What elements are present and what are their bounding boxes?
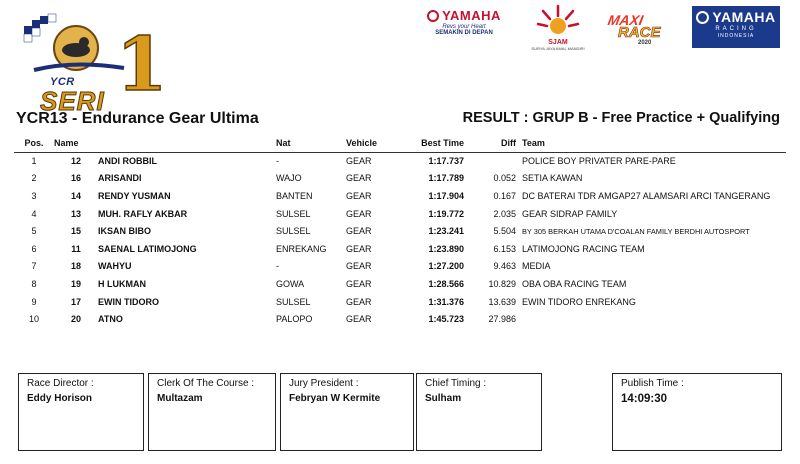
- chief-timing-label: Chief Timing :: [425, 378, 487, 389]
- col-header-pos: Pos.: [14, 135, 54, 152]
- row-diff: [464, 152, 522, 170]
- seri-number: 1: [116, 22, 168, 108]
- row-rider-name: ANDI ROBBIL: [98, 156, 157, 167]
- row-rider-name: EWIN TIDORO: [98, 296, 159, 307]
- row-diff: 6.153: [493, 243, 516, 254]
- race-director-label: Race Director :: [27, 378, 94, 389]
- row-team: SETIA KAWAN: [522, 173, 583, 184]
- row-number: 15: [70, 226, 81, 237]
- row-vehicle: GEAR: [346, 243, 372, 254]
- yamaha-racing-wordmark: YAMAHA: [712, 9, 776, 25]
- seri-label: SERI: [40, 86, 105, 116]
- row-number: 17: [70, 296, 81, 307]
- race-director-box: [18, 373, 144, 451]
- country-label: INDONESIA: [717, 33, 755, 39]
- row-nat: -: [276, 156, 279, 167]
- row-pos: 3: [31, 190, 37, 201]
- row-diff: 9.463: [493, 261, 516, 272]
- row-team: POLICE BOY PRIVATER PARE-PARE: [522, 156, 676, 167]
- row-nat: SULSEL: [276, 296, 311, 307]
- chief-timing-box: [416, 373, 542, 451]
- row-pos: 10: [28, 314, 39, 325]
- row-pos: 7: [31, 261, 37, 272]
- table-row: [14, 187, 786, 205]
- row-team: EWIN TIDORO ENREKANG: [522, 296, 636, 307]
- col-header-name-spacer: [98, 135, 276, 152]
- ycr-series-logo: [14, 6, 168, 116]
- row-pos: 6: [31, 243, 37, 254]
- row-vehicle: GEAR: [346, 173, 372, 184]
- table-row: [14, 293, 786, 311]
- row-nat: SULSEL: [276, 226, 311, 237]
- publish-time-value: 14:09:30: [621, 393, 668, 405]
- table-row: [14, 258, 786, 276]
- row-number: 18: [70, 261, 81, 272]
- row-number: 11: [71, 243, 81, 254]
- row-best-time: 1:27.200: [428, 261, 464, 272]
- clerk-of-course-box: [148, 373, 276, 451]
- yamaha-tuning-fork-icon: [696, 11, 709, 24]
- row-number: 16: [70, 173, 81, 184]
- row-rider-name: RENDY YUSMAN: [98, 190, 171, 201]
- row-diff: 0.167: [493, 190, 516, 201]
- row-best-time: 1:23.241: [428, 226, 464, 237]
- row-number: 14: [70, 190, 81, 201]
- table-row: [14, 310, 786, 328]
- row-vehicle: GEAR: [346, 208, 372, 219]
- sjam-subline: SURYA JAYA AMAL MANDIRI: [531, 46, 585, 51]
- table-row: [14, 275, 786, 293]
- row-vehicle: GEAR: [346, 190, 372, 201]
- clerk-of-course-label: Clerk Of The Course :: [157, 378, 255, 389]
- table-row: [14, 240, 786, 258]
- race-wordmark: RACE: [618, 24, 661, 41]
- row-team: MEDIA: [522, 261, 551, 272]
- row-diff: 2.035: [493, 208, 516, 219]
- col-header-team: Team: [522, 135, 786, 152]
- row-nat: PALOPO: [276, 314, 313, 325]
- row-number: 13: [70, 208, 81, 219]
- row-team: BY 305 BERKAH UTAMA D'COALAN FAMILY BERDHI AUTOSPORT: [522, 226, 750, 236]
- results-table: [14, 135, 786, 328]
- result-title: RESULT : GRUP B - Free Practice + Qualifying: [462, 110, 780, 126]
- chief-timing-name: Sulham: [425, 393, 462, 404]
- row-number: 19: [70, 278, 81, 289]
- row-number: 12: [70, 156, 81, 167]
- jury-president-name: Febryan W Kermite: [289, 393, 381, 404]
- row-best-time: 1:17.737: [428, 156, 464, 167]
- yamaha-slogan: SEMAKIN DI DEPAN: [435, 30, 493, 36]
- yamaha-tagline: Revs your Heart: [442, 24, 486, 30]
- row-diff: 27.986: [488, 314, 516, 325]
- row-best-time: 1:17.789: [428, 173, 464, 184]
- row-vehicle: GEAR: [346, 226, 372, 237]
- col-header-diff: Diff: [464, 135, 522, 152]
- publish-time-box: [612, 373, 782, 451]
- yamaha-revs-logo: [418, 8, 510, 48]
- table-row: [14, 170, 786, 188]
- row-nat: BANTEN: [276, 190, 313, 201]
- maxi-race-logo: [602, 6, 682, 48]
- row-nat: GOWA: [276, 278, 305, 289]
- row-diff: 13.639: [488, 296, 516, 307]
- row-number: 20: [70, 314, 81, 325]
- row-nat: WAJO: [276, 173, 302, 184]
- results-body: [14, 152, 786, 328]
- table-header-row: [14, 135, 786, 152]
- table-row: [14, 222, 786, 240]
- maxi-wordmark: MAXI: [606, 12, 645, 28]
- row-team: OBA OBA RACING TEAM: [522, 278, 627, 289]
- jury-president-box: [280, 373, 414, 451]
- row-team: DC BATERAI TDR AMGAP27 ALAMSARI ARCI TANGERANG: [522, 190, 771, 201]
- yamaha-tuning-fork-icon: [427, 10, 439, 22]
- row-nat: -: [276, 261, 279, 272]
- row-best-time: 1:23.890: [428, 243, 464, 254]
- row-diff: 5.504: [493, 226, 516, 237]
- yamaha-racing-logo: [692, 6, 780, 48]
- row-best-time: 1:45.723: [428, 314, 464, 325]
- row-team: [522, 310, 786, 328]
- maxi-race-year: 2020: [638, 40, 652, 46]
- race-director-name: Eddy Horison: [27, 393, 93, 404]
- row-vehicle: GEAR: [346, 261, 372, 272]
- row-rider-name: SAENAL LATIMOJONG: [98, 243, 197, 254]
- sjam-wordmark: SJAM: [548, 39, 568, 46]
- row-pos: 4: [31, 208, 37, 219]
- row-best-time: 1:31.376: [428, 296, 464, 307]
- row-diff: 10.829: [488, 278, 516, 289]
- row-team: GEAR SIDRAP FAMILY: [522, 208, 618, 219]
- row-nat: ENREKANG: [276, 243, 327, 254]
- yamaha-wordmark: YAMAHA: [442, 8, 501, 23]
- row-nat: SULSEL: [276, 208, 311, 219]
- ycr-emblem-text: YCR: [50, 76, 75, 88]
- row-pos: 1: [31, 156, 37, 167]
- jury-president-label: Jury President :: [289, 378, 359, 389]
- col-header-nat: Nat: [276, 135, 346, 152]
- row-rider-name: MUH. RAFLY AKBAR: [98, 208, 188, 219]
- clerk-of-course-name: Multazam: [157, 393, 203, 404]
- row-vehicle: GEAR: [346, 156, 372, 167]
- col-header-name: Name: [54, 135, 98, 152]
- row-pos: 5: [31, 226, 37, 237]
- row-pos: 8: [31, 278, 37, 289]
- row-team: LATIMOJONG RACING TEAM: [522, 243, 645, 254]
- sjam-logo: [528, 4, 588, 50]
- row-pos: 9: [31, 296, 37, 307]
- sunburst-icon: [536, 4, 580, 34]
- racing-label: RACING: [715, 26, 757, 32]
- table-row: [14, 205, 786, 223]
- row-vehicle: GEAR: [346, 296, 372, 307]
- table-row: [14, 152, 786, 170]
- col-header-best-time: Best Time: [408, 135, 464, 152]
- row-diff: 0.052: [493, 173, 516, 184]
- row-rider-name: H LUKMAN: [98, 278, 146, 289]
- row-best-time: 1:28.566: [428, 278, 464, 289]
- row-vehicle: GEAR: [346, 278, 372, 289]
- row-pos: 2: [31, 173, 37, 184]
- row-best-time: 1:19.772: [428, 208, 464, 219]
- event-title: YCR13 - Endurance Gear Ultima: [16, 110, 259, 127]
- col-header-vehicle: Vehicle: [346, 135, 408, 152]
- row-rider-name: ARISANDI: [98, 173, 142, 184]
- row-vehicle: GEAR: [346, 314, 372, 325]
- publish-time-label: Publish Time :: [621, 378, 684, 389]
- row-rider-name: ATNO: [98, 314, 123, 325]
- row-rider-name: IKSAN BIBO: [98, 226, 152, 237]
- row-rider-name: WAHYU: [98, 261, 132, 272]
- row-best-time: 1:17.904: [428, 190, 464, 201]
